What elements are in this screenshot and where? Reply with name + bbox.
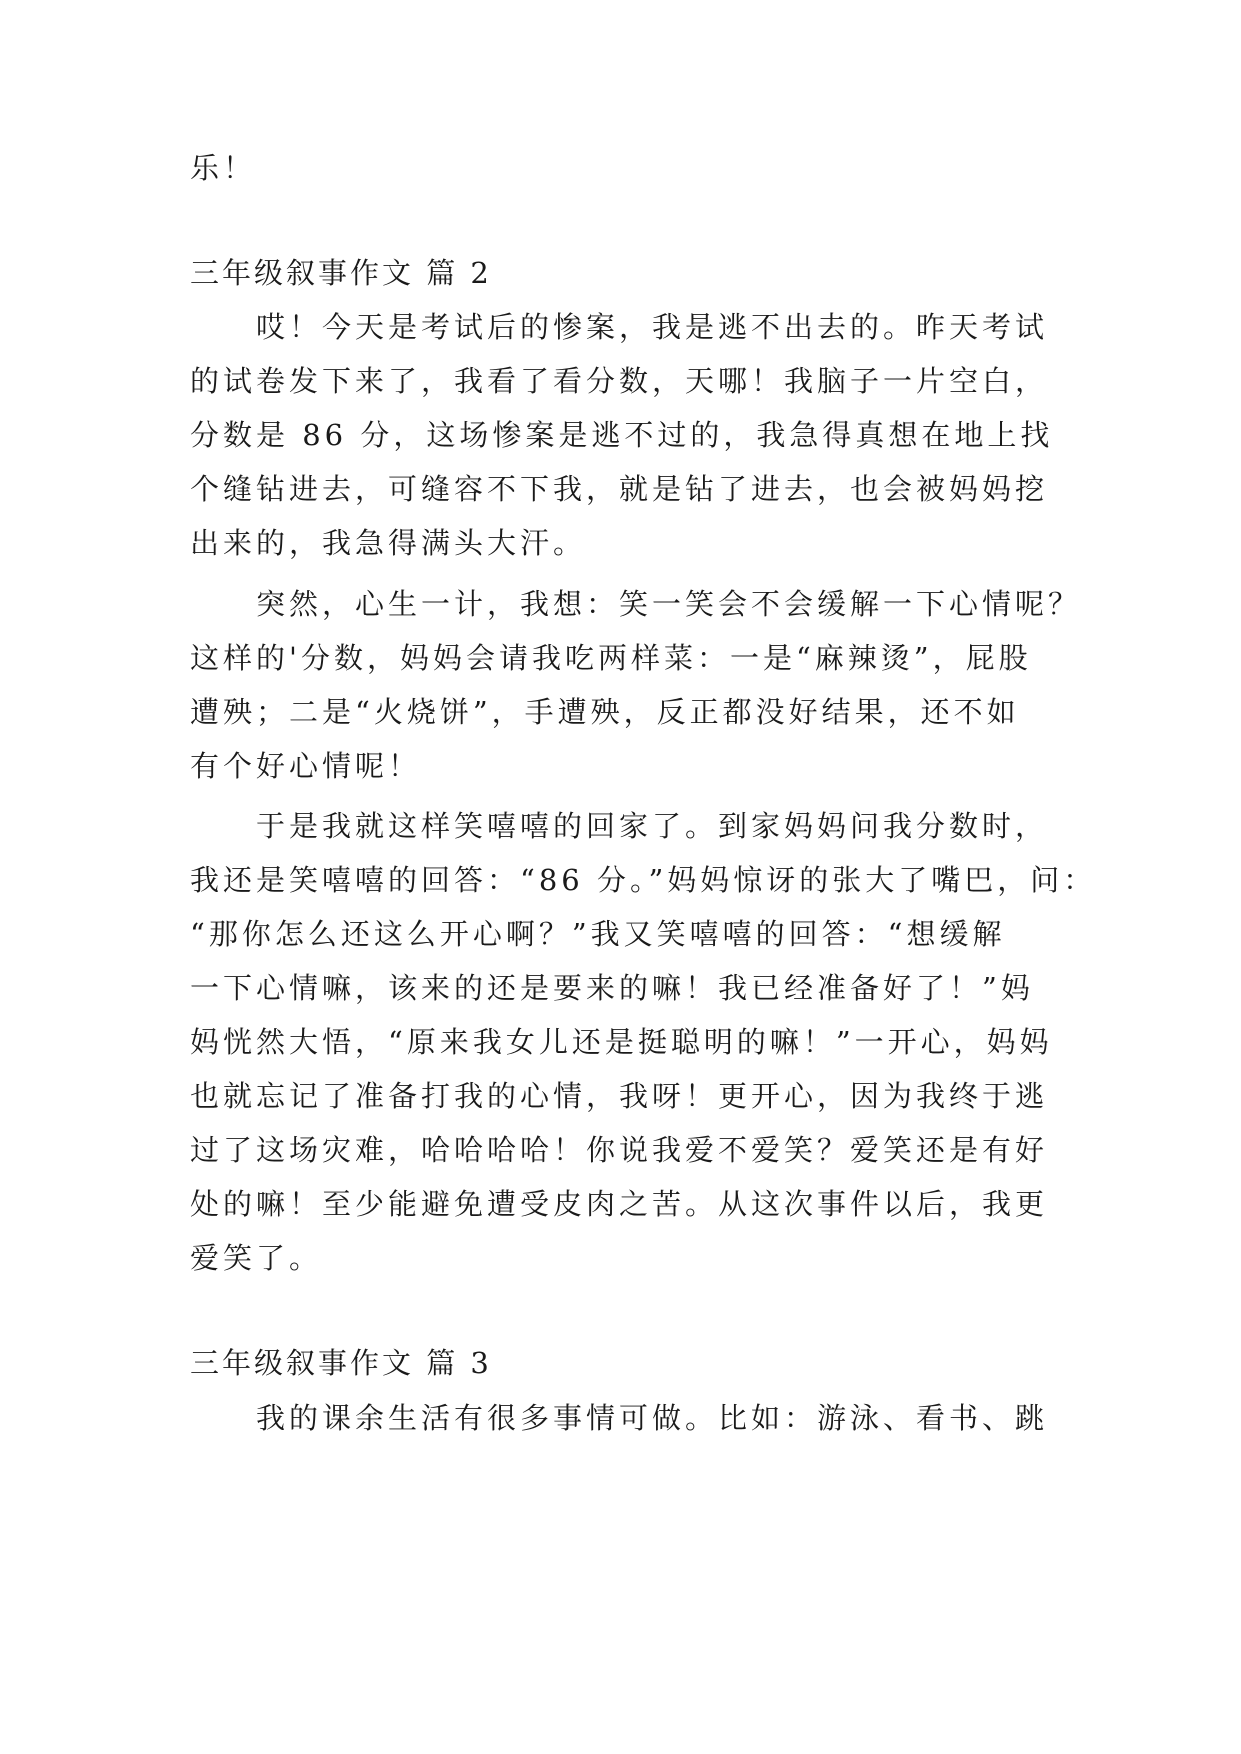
section-heading-2: 三年级叙事作文 篇 2 xyxy=(190,256,492,290)
text-line: 过了这场灾难，哈哈哈哈！你说我爱不爱笑？爱笑还是有好 xyxy=(190,1133,1049,1167)
text-line: 遭殃；二是“火烧饼”，手遭殃，反正都没好结果，还不如 xyxy=(190,695,1020,729)
text-line: 于是我就这样笑嘻嘻的回家了。到家妈妈问我分数时， xyxy=(190,809,1049,843)
text-line: 爱笑了。 xyxy=(190,1241,323,1275)
text-line: 我还是笑嘻嘻的回答：“86 分。”妈妈惊讶的张大了嘴巴，问： xyxy=(190,863,1097,897)
text-line: 我的课余生活有很多事情可做。比如：游泳、看书、跳 xyxy=(190,1401,1049,1435)
text-line: 突然，心生一计，我想：笑一笑会不会缓解一下心情呢？ xyxy=(190,587,1082,621)
text-line: “那你怎么还这么开心啊？”我又笑嘻嘻的回答：“想缓解 xyxy=(190,917,1006,951)
text-line: 这样的'分数，妈妈会请我吃两样菜：一是“麻辣烫”，屁股 xyxy=(190,641,1032,675)
section-heading-3: 三年级叙事作文 篇 3 xyxy=(190,1346,492,1380)
text-line: 分数是 86 分，这场惨案是逃不过的，我急得真想在地上找 xyxy=(190,418,1054,452)
text-line: 的试卷发下来了，我看了看分数，天哪！我脑子一片空白， xyxy=(190,364,1049,398)
carryover-line: 乐！ xyxy=(190,151,257,185)
text-line: 哎！今天是考试后的惨案，我是逃不出去的。昨天考试 xyxy=(190,310,1049,344)
text-line: 妈恍然大悟，“原来我女儿还是挺聪明的嘛！”一开心，妈妈 xyxy=(190,1025,1053,1059)
text-line: 一下心情嘛，该来的还是要来的嘛！我已经准备好了！”妈 xyxy=(190,971,1034,1005)
text-line: 也就忘记了准备打我的心情，我呀！更开心，因为我终于逃 xyxy=(190,1079,1049,1113)
text-line: 处的嘛！至少能避免遭受皮肉之苦。从这次事件以后，我更 xyxy=(190,1187,1049,1221)
text-line: 有个好心情呢！ xyxy=(190,749,422,783)
text-line: 个缝钻进去，可缝容不下我，就是钻了进去，也会被妈妈挖 xyxy=(190,472,1049,506)
text-line: 出来的，我急得满头大汗。 xyxy=(190,526,587,560)
